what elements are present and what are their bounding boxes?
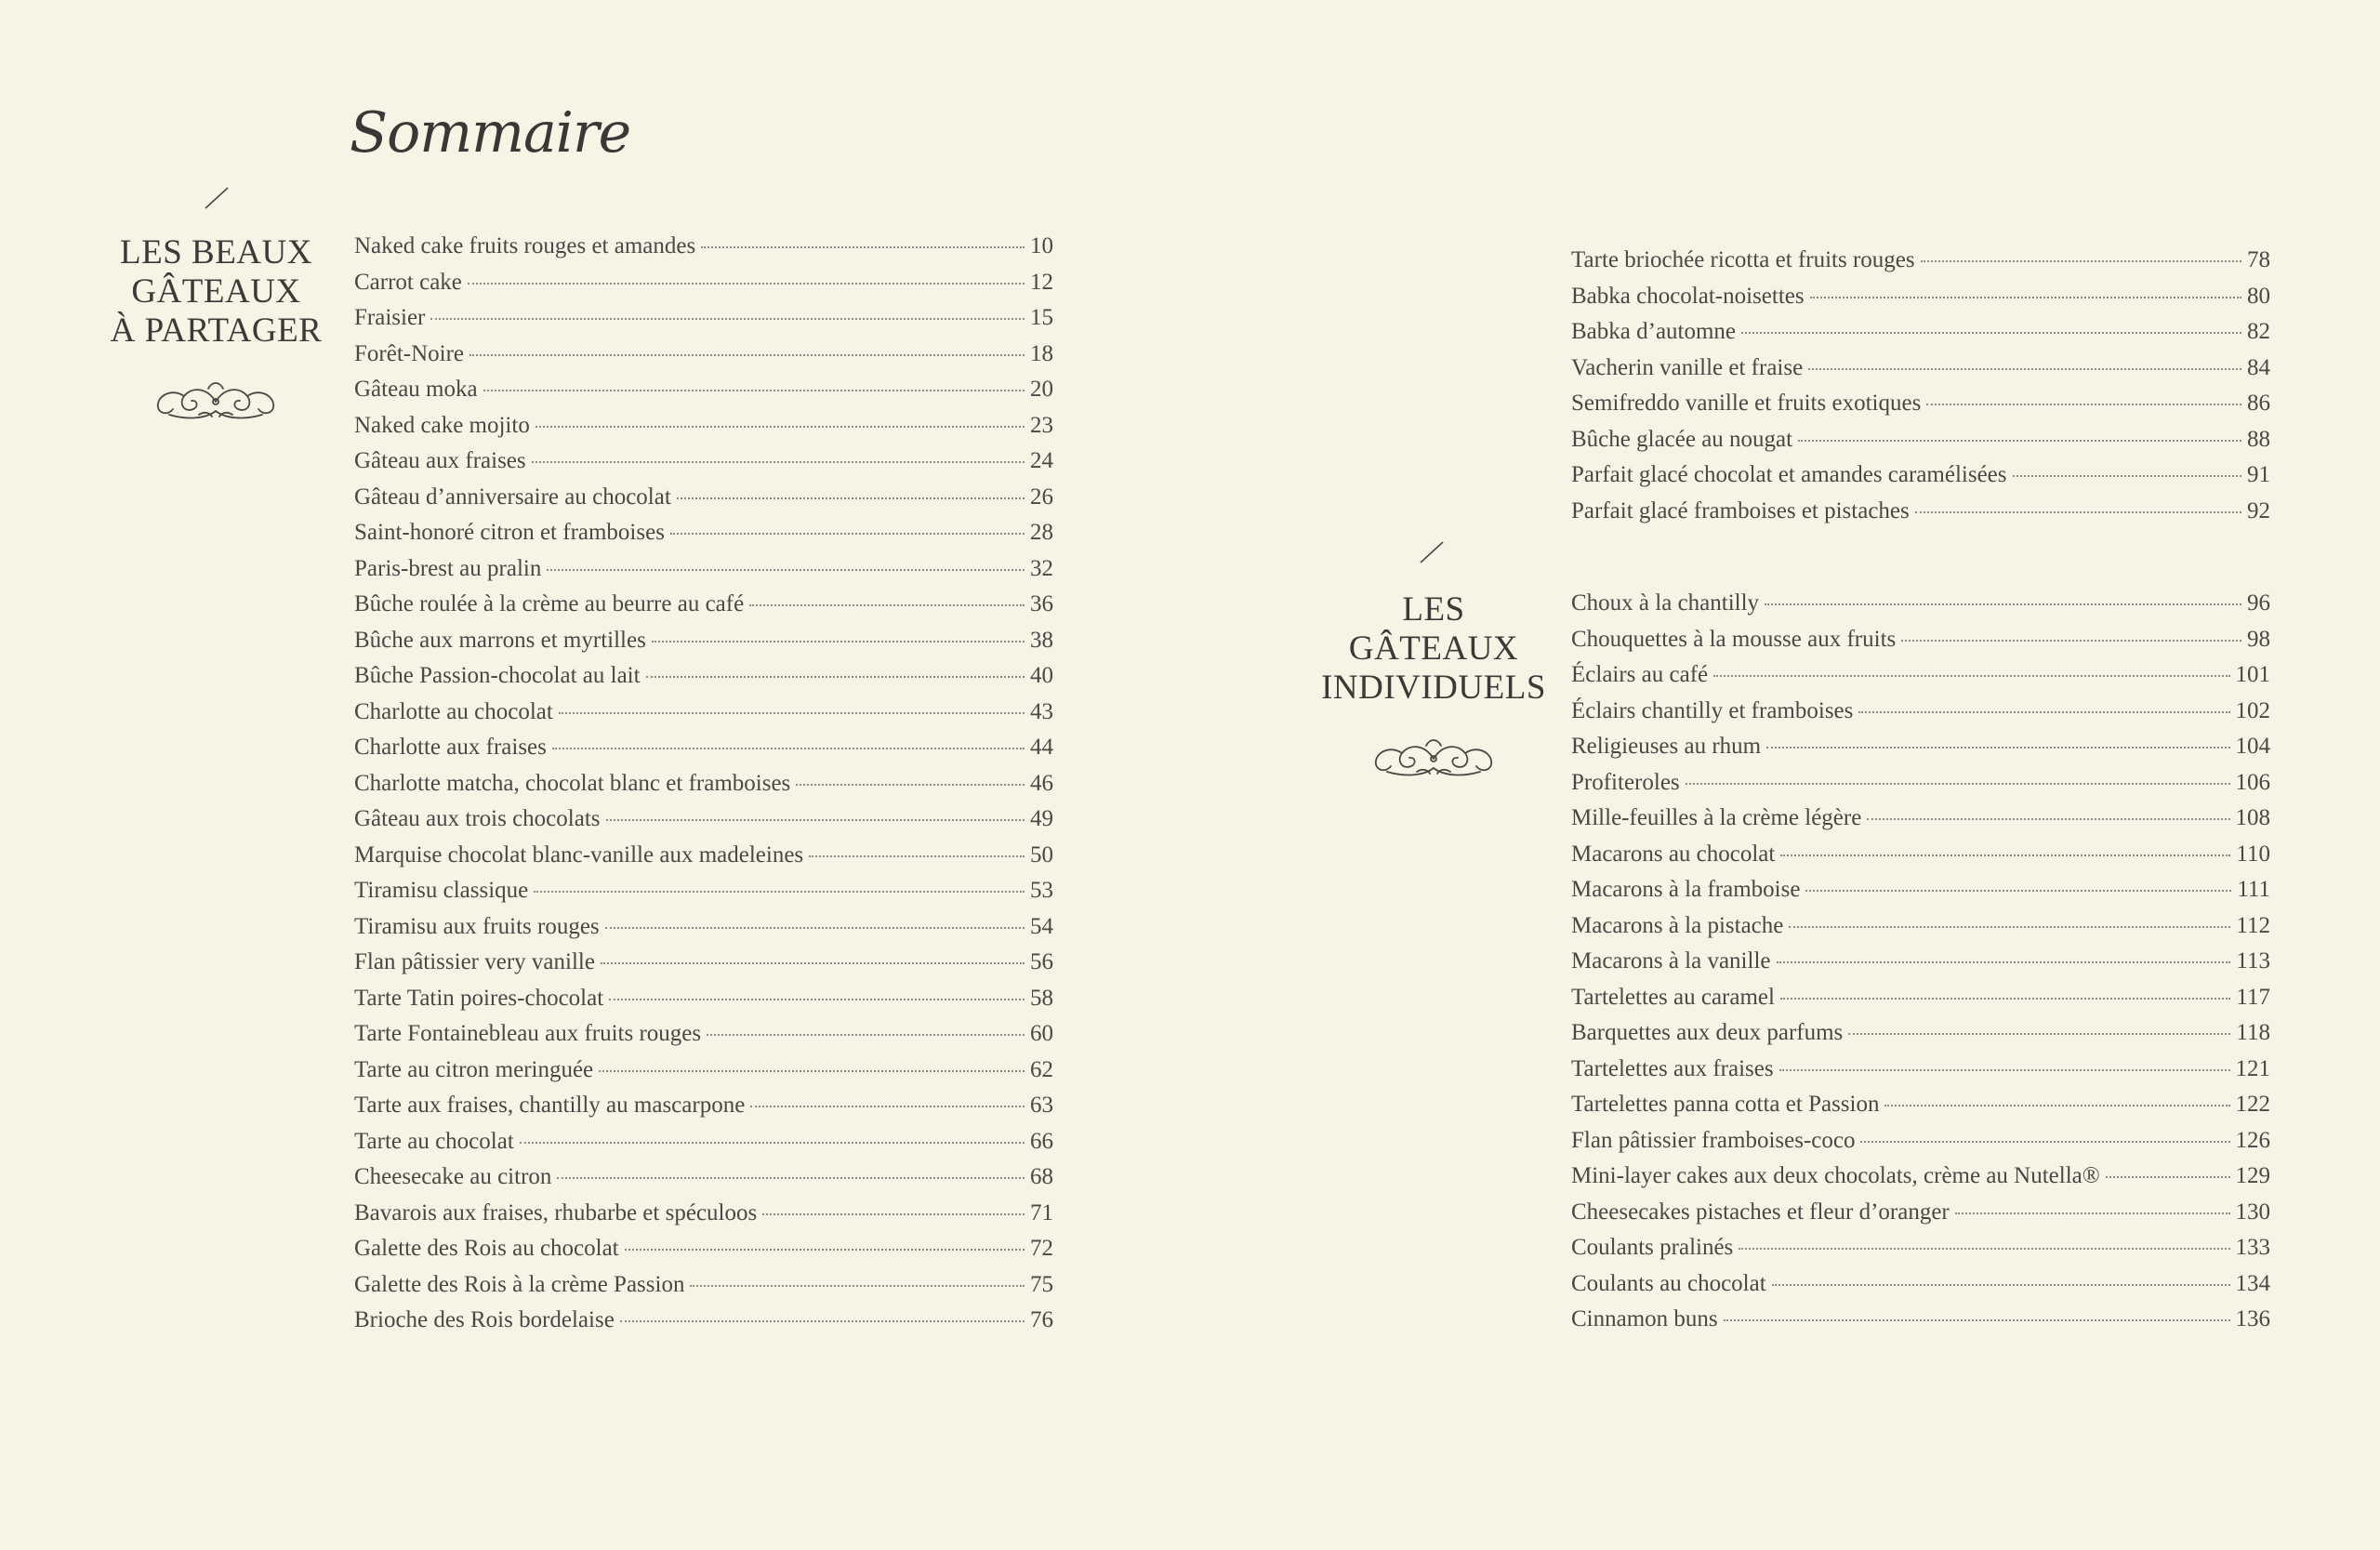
toc-entry-page-number: 108 bbox=[2235, 805, 2270, 830]
toc-dot-leader bbox=[1765, 603, 2241, 605]
toc-entry-page-number: 92 bbox=[2247, 497, 2270, 523]
toc-entry-title: Éclairs au café bbox=[1571, 662, 1709, 687]
toc-dot-leader bbox=[1858, 711, 2229, 713]
toc-entry-title: Parfait glacé chocolat et amandes caramélisées bbox=[1571, 462, 2007, 487]
toc-entry-page-number: 38 bbox=[1030, 627, 1053, 653]
toc-dot-leader bbox=[1884, 1105, 2229, 1106]
toc-entry[interactable] bbox=[354, 1200, 1053, 1237]
toc-entry[interactable] bbox=[1571, 1306, 2270, 1343]
toc-entry-page-number: 72 bbox=[1030, 1236, 1053, 1261]
toc-dot-leader bbox=[1766, 747, 2229, 749]
toc-entry[interactable] bbox=[1571, 770, 2270, 806]
toc-entry-page-number: 60 bbox=[1030, 1021, 1053, 1046]
toc-dot-leader bbox=[483, 390, 1025, 391]
toc-entry-page-number: 12 bbox=[1030, 269, 1053, 295]
toc-entry-page-number: 84 bbox=[2247, 354, 2270, 380]
toc-entry[interactable] bbox=[1571, 590, 2270, 627]
toc-entry-page-number: 118 bbox=[2236, 1020, 2270, 1045]
toc-dot-leader bbox=[1741, 332, 2241, 334]
toc-entry-page-number: 134 bbox=[2235, 1270, 2270, 1296]
toc-dot-leader bbox=[1798, 440, 2241, 442]
toc-entry[interactable] bbox=[1571, 247, 2270, 284]
toc-dot-leader bbox=[599, 1070, 1025, 1072]
toc-dot-leader bbox=[677, 497, 1025, 499]
toc-entry-title: Marquise chocolat blanc-vanille aux madeleines bbox=[354, 841, 804, 868]
slash-ornament-icon bbox=[1418, 540, 1446, 564]
toc-entry-title: Saint-honoré citron et framboises bbox=[354, 520, 665, 545]
toc-entry[interactable] bbox=[1571, 391, 2270, 427]
toc-entry[interactable] bbox=[354, 986, 1053, 1022]
toc-entry[interactable] bbox=[354, 341, 1053, 378]
toc-entry[interactable] bbox=[1571, 662, 2270, 698]
toc-entry-title: Gâteau aux fraises bbox=[354, 448, 526, 473]
toc-entry[interactable] bbox=[1571, 1128, 2270, 1164]
toc-entry[interactable] bbox=[1571, 1092, 2270, 1128]
toc-dot-leader bbox=[762, 1213, 1025, 1215]
toc-entry-title: Tartelettes panna cotta et Passion bbox=[1571, 1092, 1880, 1117]
toc-entry-page-number: 24 bbox=[1030, 448, 1053, 473]
toc-entry[interactable] bbox=[1571, 698, 2270, 735]
toc-dot-leader bbox=[559, 712, 1025, 714]
toc-entry[interactable] bbox=[1571, 805, 2270, 841]
toc-dot-leader bbox=[1686, 783, 2230, 785]
toc-entry-page-number: 80 bbox=[2247, 283, 2270, 309]
toc-entry[interactable] bbox=[354, 1057, 1053, 1093]
toc-entry[interactable] bbox=[1571, 427, 2270, 463]
slash-ornament-icon bbox=[203, 186, 231, 210]
toc-dot-leader bbox=[534, 891, 1025, 893]
toc-entry[interactable] bbox=[354, 413, 1053, 449]
toc-entry-page-number: 121 bbox=[2235, 1055, 2270, 1081]
toc-dot-leader bbox=[605, 927, 1025, 929]
toc-dot-leader bbox=[670, 533, 1025, 535]
toc-entry-title: Bûche aux marrons et myrtilles bbox=[354, 627, 646, 653]
toc-dot-leader bbox=[532, 461, 1025, 463]
toc-list-left bbox=[354, 233, 1053, 1344]
toc-dot-leader bbox=[690, 1285, 1025, 1287]
toc-entry[interactable] bbox=[1571, 1163, 2270, 1199]
toc-entry-title: Flan pâtissier framboises-coco bbox=[1571, 1127, 1856, 1153]
toc-entry[interactable] bbox=[354, 484, 1053, 521]
toc-dot-leader bbox=[1808, 368, 2241, 370]
toc-entry-page-number: 75 bbox=[1030, 1271, 1053, 1297]
toc-dot-leader bbox=[1848, 1033, 2230, 1035]
toc-entry-page-number: 56 bbox=[1030, 949, 1053, 974]
toc-entry-page-number: 129 bbox=[2235, 1163, 2270, 1188]
page-title: Sommaire bbox=[350, 100, 631, 166]
toc-entry-title: Profiteroles bbox=[1571, 769, 1680, 795]
toc-entry-title: Choux à la chantilly bbox=[1571, 590, 1760, 616]
toc-entry-title: Tarte aux fraises, chantilly au mascarpone bbox=[354, 1093, 746, 1118]
toc-entry[interactable] bbox=[1571, 734, 2270, 770]
toc-entry-title: Paris-brest au pralin bbox=[354, 555, 542, 581]
toc-entry-page-number: 71 bbox=[1030, 1199, 1053, 1225]
flourish-ornament-icon bbox=[151, 374, 281, 424]
toc-dot-leader bbox=[625, 1249, 1025, 1251]
section-heading-line: GÂTEAUX bbox=[1348, 629, 1519, 668]
toc-dot-leader bbox=[601, 962, 1025, 964]
toc-entry-title: Macarons à la framboise bbox=[1571, 877, 1801, 902]
toc-dot-leader bbox=[609, 999, 1025, 1000]
toc-entry-title: Tartelettes au caramel bbox=[1571, 984, 1775, 1010]
section-heading-line: LES BEAUX bbox=[120, 233, 312, 272]
toc-dot-leader bbox=[520, 1142, 1025, 1144]
toc-entry-page-number: 133 bbox=[2235, 1235, 2270, 1260]
toc-entry[interactable] bbox=[354, 233, 1053, 270]
toc-entry-title: Mini-layer cakes aux deux chocolats, crème au Nutella® bbox=[1571, 1163, 2100, 1188]
toc-entry-title: Parfait glacé framboises et pistaches bbox=[1571, 497, 1910, 523]
section-heading-beaux-gateaux bbox=[102, 233, 330, 351]
toc-entry-page-number: 63 bbox=[1030, 1093, 1053, 1118]
toc-entry[interactable] bbox=[354, 1307, 1053, 1344]
toc-entry-title: Tarte Tatin poires-chocolat bbox=[354, 985, 604, 1011]
toc-entry-page-number: 104 bbox=[2235, 734, 2270, 759]
toc-entry-title: Babka chocolat-noisettes bbox=[1571, 283, 1805, 309]
toc-dot-leader bbox=[430, 318, 1025, 320]
toc-dot-leader bbox=[1860, 1141, 2229, 1143]
toc-dot-leader bbox=[1779, 1069, 2230, 1071]
toc-entry[interactable] bbox=[354, 1129, 1053, 1165]
toc-dot-leader bbox=[701, 246, 1025, 248]
toc-entry[interactable] bbox=[1571, 1056, 2270, 1093]
toc-entry-title: Macarons à la pistache bbox=[1571, 912, 1784, 938]
toc-entry-title: Cheesecake au citron bbox=[354, 1164, 552, 1189]
toc-entry[interactable] bbox=[1571, 948, 2270, 985]
toc-entry-title: Charlotte au chocolat bbox=[354, 698, 553, 724]
toc-entry[interactable] bbox=[354, 949, 1053, 986]
toc-dot-leader bbox=[1901, 640, 2241, 642]
toc-entry-page-number: 110 bbox=[2236, 841, 2270, 867]
toc-entry-title: Cheesecakes pistaches et fleur d’oranger bbox=[1571, 1199, 1950, 1225]
toc-entry-title: Gâteau d’anniversaire au chocolat bbox=[354, 484, 671, 510]
toc-entry[interactable] bbox=[354, 735, 1053, 771]
toc-entry-title: Éclairs chantilly et framboises bbox=[1571, 697, 1854, 723]
toc-dot-leader bbox=[536, 426, 1025, 428]
toc-entry[interactable] bbox=[354, 1272, 1053, 1308]
toc-entry-title: Galette des Rois à la crème Passion bbox=[354, 1271, 685, 1297]
toc-entry-page-number: 102 bbox=[2235, 697, 2270, 723]
toc-entry-title: Mille-feuilles à la crème légère bbox=[1571, 805, 1862, 830]
toc-entry-title: Coulants pralinés bbox=[1571, 1235, 1734, 1260]
toc-entry-title: Tiramisu aux fruits rouges bbox=[354, 913, 600, 939]
toc-entry-title: Brioche des Rois bordelaise bbox=[354, 1307, 615, 1332]
toc-dot-leader bbox=[809, 855, 1025, 857]
toc-dot-leader bbox=[1955, 1212, 2230, 1214]
toc-entry[interactable] bbox=[1571, 1199, 2270, 1236]
toc-entry-title: Macarons au chocolat bbox=[1571, 841, 1776, 867]
toc-entry-page-number: 43 bbox=[1030, 698, 1053, 724]
toc-entry-page-number: 66 bbox=[1030, 1128, 1053, 1154]
toc-dot-leader bbox=[1867, 818, 2229, 820]
toc-entry[interactable] bbox=[354, 663, 1053, 699]
toc-entry-page-number: 58 bbox=[1030, 985, 1053, 1011]
toc-entry-page-number: 78 bbox=[2247, 247, 2270, 272]
toc-entry[interactable] bbox=[354, 914, 1053, 950]
toc-dot-leader bbox=[606, 819, 1025, 821]
toc-entry-page-number: 136 bbox=[2235, 1306, 2270, 1331]
toc-dot-leader bbox=[557, 1177, 1025, 1179]
toc-entry[interactable] bbox=[354, 1021, 1053, 1057]
toc-entry-title: Semifreddo vanille et fruits exotiques bbox=[1571, 391, 1922, 416]
toc-dot-leader bbox=[749, 604, 1025, 606]
flourish-ornament-icon bbox=[1368, 731, 1499, 781]
toc-entry-page-number: 23 bbox=[1030, 412, 1053, 438]
toc-entry[interactable] bbox=[354, 1093, 1053, 1129]
toc-entry[interactable] bbox=[1571, 841, 2270, 878]
toc-entry[interactable] bbox=[354, 591, 1053, 628]
toc-entry-title: Vacherin vanille et fraise bbox=[1571, 354, 1804, 380]
toc-dot-leader bbox=[1926, 404, 2241, 405]
toc-entry[interactable] bbox=[354, 1236, 1053, 1272]
toc-entry-title: Gâteau aux trois chocolats bbox=[354, 806, 601, 831]
toc-entry-page-number: 76 bbox=[1030, 1307, 1053, 1332]
toc-entry[interactable] bbox=[354, 806, 1053, 842]
toc-entry-page-number: 117 bbox=[2236, 984, 2270, 1010]
toc-entry-title: Carrot cake bbox=[354, 269, 462, 295]
toc-dot-leader bbox=[1713, 675, 2229, 677]
toc-entry-page-number: 49 bbox=[1030, 806, 1053, 831]
toc-entry-title: Flan pâtissier very vanille bbox=[354, 949, 595, 974]
toc-entry[interactable] bbox=[354, 1164, 1053, 1200]
toc-dot-leader bbox=[552, 748, 1025, 749]
toc-entry-title: Tarte au citron meringuée bbox=[354, 1056, 594, 1082]
toc-entry-title: Religieuses au rhum bbox=[1571, 734, 1762, 759]
toc-entry[interactable] bbox=[354, 270, 1053, 306]
toc-entry[interactable] bbox=[1571, 627, 2270, 663]
toc-dot-leader bbox=[2013, 475, 2241, 477]
toc-entry-page-number: 46 bbox=[1030, 770, 1053, 796]
toc-entry-page-number: 111 bbox=[2237, 877, 2270, 902]
toc-dot-leader bbox=[1789, 926, 2230, 928]
toc-entry[interactable] bbox=[354, 377, 1053, 413]
toc-entry-title: Naked cake fruits rouges et amandes bbox=[354, 233, 696, 258]
toc-dot-leader bbox=[796, 784, 1025, 786]
toc-entry-title: Fraisier bbox=[354, 305, 426, 330]
toc-entry[interactable] bbox=[354, 699, 1053, 735]
toc-entry-page-number: 28 bbox=[1030, 520, 1053, 545]
toc-entry[interactable] bbox=[1571, 877, 2270, 913]
toc-entry-page-number: 50 bbox=[1030, 841, 1053, 868]
toc-dot-leader bbox=[707, 1034, 1025, 1036]
toc-entry-page-number: 26 bbox=[1030, 484, 1053, 510]
toc-entry[interactable] bbox=[354, 842, 1053, 879]
toc-entry[interactable] bbox=[1571, 1020, 2270, 1056]
section-heading-line: GÂTEAUX bbox=[131, 272, 301, 311]
toc-entry-page-number: 10 bbox=[1030, 233, 1053, 258]
toc-entry-page-number: 113 bbox=[2236, 948, 2270, 974]
toc-entry-title: Charlotte matcha, chocolat blanc et framboises bbox=[354, 770, 791, 796]
toc-entry-page-number: 18 bbox=[1030, 340, 1053, 366]
toc-entry-title: Tarte au chocolat bbox=[354, 1128, 514, 1154]
toc-entry[interactable] bbox=[354, 448, 1053, 484]
toc-entry[interactable] bbox=[1571, 319, 2270, 355]
toc-entry[interactable] bbox=[1571, 355, 2270, 391]
toc-list-right-top bbox=[1571, 247, 2270, 534]
toc-dot-leader bbox=[1921, 260, 2241, 262]
section-heading-line: À PARTAGER bbox=[110, 311, 323, 350]
toc-entry[interactable] bbox=[1571, 985, 2270, 1021]
toc-entry-page-number: 53 bbox=[1030, 878, 1053, 903]
toc-entry-page-number: 101 bbox=[2235, 662, 2270, 687]
toc-entry-page-number: 86 bbox=[2247, 391, 2270, 416]
toc-dot-leader bbox=[469, 354, 1025, 356]
toc-entry-title: Tarte briochée ricotta et fruits rouges bbox=[1571, 247, 1915, 272]
toc-entry[interactable] bbox=[1571, 1271, 2270, 1307]
toc-entry-title: Galette des Rois au chocolat bbox=[354, 1236, 619, 1261]
toc-dot-leader bbox=[1810, 297, 2241, 298]
toc-dot-leader bbox=[2106, 1176, 2230, 1178]
toc-entry-page-number: 20 bbox=[1030, 377, 1053, 402]
toc-dot-leader bbox=[620, 1320, 1025, 1322]
toc-entry-page-number: 36 bbox=[1030, 591, 1053, 616]
toc-entry-page-number: 88 bbox=[2247, 426, 2270, 452]
toc-entry-title: Bûche glacée au nougat bbox=[1571, 426, 1793, 452]
toc-entry-title: Bavarois aux fraises, rhubarbe et spéculoos bbox=[354, 1199, 758, 1225]
toc-entry[interactable] bbox=[354, 305, 1053, 341]
toc-dot-leader bbox=[652, 641, 1025, 643]
toc-entry[interactable] bbox=[354, 771, 1053, 807]
toc-entry-page-number: 91 bbox=[2247, 462, 2270, 487]
toc-entry-page-number: 82 bbox=[2247, 319, 2270, 344]
toc-entry-title: Gâteau moka bbox=[354, 377, 478, 402]
toc-entry[interactable] bbox=[1571, 1235, 2270, 1271]
toc-entry[interactable] bbox=[1571, 284, 2270, 320]
toc-entry[interactable] bbox=[1571, 913, 2270, 949]
toc-entry-title: Tartelettes aux fraises bbox=[1571, 1055, 1774, 1081]
toc-entry-page-number: 98 bbox=[2247, 626, 2270, 652]
toc-entry-title: Cinnamon buns bbox=[1571, 1306, 1718, 1331]
toc-entry-title: Babka d’automne bbox=[1571, 319, 1737, 344]
toc-dot-leader bbox=[1772, 1284, 2230, 1286]
toc-entry-title: Chouquettes à la mousse aux fruits bbox=[1571, 626, 1897, 652]
toc-entry-page-number: 54 bbox=[1030, 913, 1053, 939]
toc-entry-page-number: 68 bbox=[1030, 1164, 1053, 1189]
toc-entry[interactable] bbox=[354, 878, 1053, 914]
section-heading-line: LES bbox=[1402, 590, 1465, 629]
toc-entry-page-number: 96 bbox=[2247, 590, 2270, 616]
toc-entry-title: Bûche Passion-chocolat au lait bbox=[354, 663, 641, 688]
toc-dot-leader bbox=[1780, 854, 2230, 856]
toc-entry-title: Naked cake mojito bbox=[354, 412, 530, 438]
toc-entry-title: Macarons à la vanille bbox=[1571, 948, 1771, 974]
toc-dot-leader bbox=[1915, 511, 2241, 513]
toc-entry-title: Tiramisu classique bbox=[354, 878, 529, 903]
toc-entry[interactable] bbox=[354, 520, 1053, 556]
section-heading-line: INDIVIDUELS bbox=[1321, 669, 1546, 707]
toc-dot-leader bbox=[1777, 961, 2231, 963]
toc-entry-page-number: 32 bbox=[1030, 555, 1053, 581]
toc-entry-page-number: 62 bbox=[1030, 1056, 1053, 1082]
toc-list-right-bottom bbox=[1571, 590, 2270, 1343]
toc-entry-page-number: 130 bbox=[2235, 1199, 2270, 1225]
toc-entry[interactable] bbox=[354, 556, 1053, 592]
toc-dot-leader bbox=[1724, 1319, 2230, 1321]
section-heading-gateaux-individuels bbox=[1313, 590, 1554, 708]
toc-dot-leader bbox=[468, 283, 1025, 285]
toc-entry-title: Charlotte aux fraises bbox=[354, 735, 547, 760]
toc-entry-page-number: 106 bbox=[2235, 769, 2270, 795]
toc-entry-title: Barquettes aux deux parfums bbox=[1571, 1020, 1844, 1045]
toc-entry-page-number: 44 bbox=[1030, 735, 1053, 760]
toc-entry-page-number: 15 bbox=[1030, 305, 1053, 330]
toc-dot-leader bbox=[1739, 1248, 2229, 1250]
toc-entry-title: Coulants au chocolat bbox=[1571, 1270, 1766, 1296]
toc-entry-page-number: 40 bbox=[1030, 663, 1053, 688]
toc-entry-page-number: 126 bbox=[2235, 1127, 2270, 1153]
toc-dot-leader bbox=[646, 676, 1025, 678]
toc-entry[interactable] bbox=[354, 628, 1053, 664]
toc-dot-leader bbox=[1780, 998, 2230, 1000]
toc-entry[interactable] bbox=[1571, 462, 2270, 498]
toc-entry[interactable] bbox=[1571, 498, 2270, 535]
toc-entry-title: Forêt-Noire bbox=[354, 340, 465, 366]
toc-entry-title: Bûche roulée à la crème au beurre au café bbox=[354, 591, 745, 616]
toc-entry-page-number: 112 bbox=[2236, 912, 2270, 938]
toc-entry-page-number: 122 bbox=[2235, 1092, 2270, 1117]
toc-dot-leader bbox=[547, 569, 1025, 571]
toc-dot-leader bbox=[1805, 890, 2231, 892]
toc-dot-leader bbox=[750, 1106, 1025, 1107]
toc-entry-title: Tarte Fontainebleau aux fruits rouges bbox=[354, 1021, 702, 1046]
